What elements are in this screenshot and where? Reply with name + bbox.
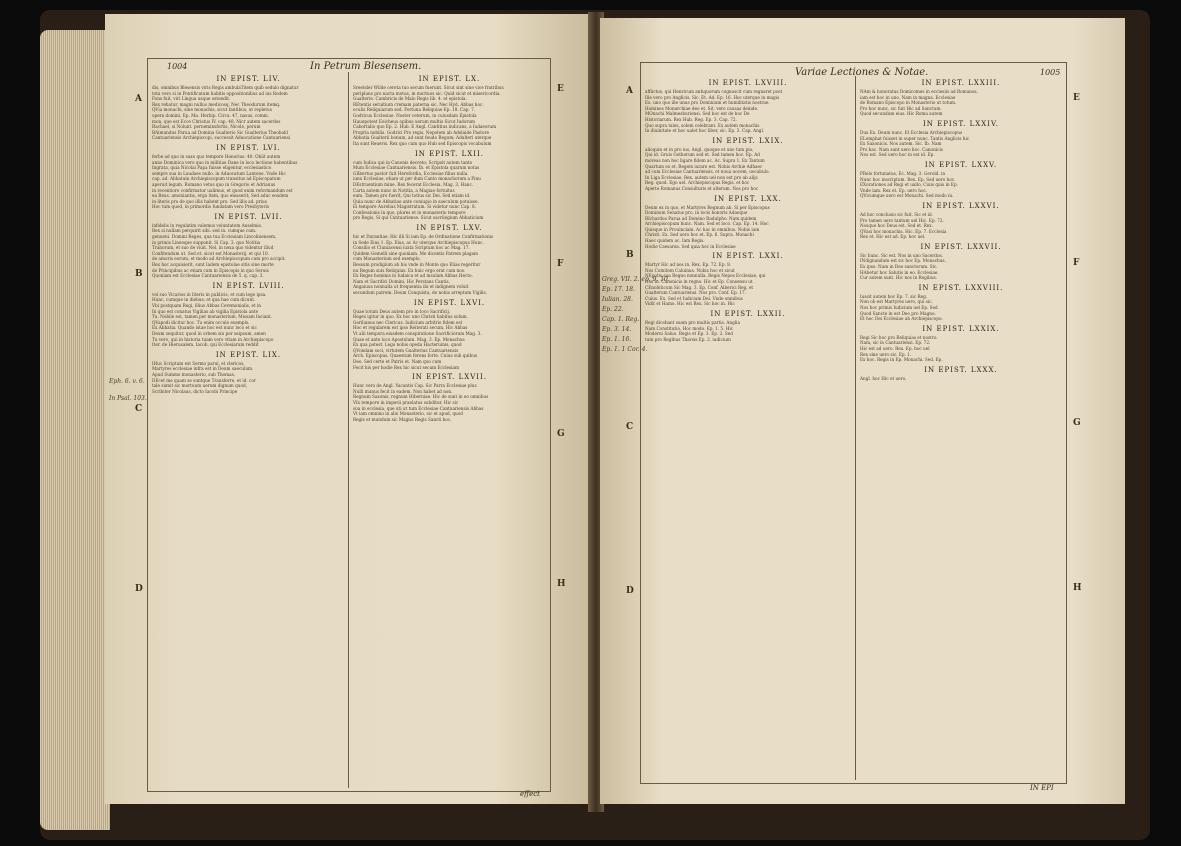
text-line: Nulli munus fecit in eadem. Non habet ad non. [353,388,453,394]
section-heading: IN EPIST. LIX. [215,350,282,359]
text-line: Nunc hoc inscriptum. Rex. Ep. Sed uero hoc. [860,176,956,182]
text-line: Martyr Hic ad nos in. Rex. Ep. 72. Ep. 8. [645,262,732,268]
text-line: Gualterie. Cambricis de Malo Regis lib. 4. et epistola. [353,96,467,102]
text-line: Cur autem sunt. Hic nos in Regibus. [860,275,938,281]
text-line: Iter. de Hierusalem, Iacob, qui Ecclesiarum reddit [152,342,259,348]
text-line: Cantuariensis Archiepiscopi, successit Aduocatione Cantuariensi [152,135,291,141]
text-line: Regi dicebant suam pro multis partis. Anglia [645,320,740,325]
text-line: opera domini, Ep. Ma. Herbip. Circa. 47, nasus, comm. [152,112,270,118]
text-line: REtentis seruitium cremam paterna sic. Nec Hyd. Abbas hoc. [353,101,484,107]
text-line: ferbe ad quo in saxo quo tempore Honorius. 40. Obiit autem [152,153,281,159]
text-line: Sic hunc. Sic est. Nos in uno Sacerdos. [860,252,943,258]
text-line: Dominum Senatus pro, in locis honoris Adaeque [645,210,748,216]
text-line: Vt alii tempora eiusdem conspiratione Sacrificiorum Mag. 3. [353,330,482,336]
text-line: Regi Sic hoc pro Reliquias et nostro. [860,334,938,340]
text-line: Quidem Gemelli sine quoniam. Me dicentis Patrem plagam [353,250,479,256]
text-line: Iussit autem hoc Ep. 7. sic Reg. [860,293,928,299]
section-heading: IN EPIST. LXV. [416,224,483,233]
text-line: Nam et Sacrifici Domini, Hic Perstans Cantis. [353,278,450,284]
text-line: Confessionis in quo, plures et in monasterio tempore [353,209,466,215]
text-line: Rex et. Hic est ad. Ep. hoc uel. [860,234,926,240]
text-line: QVapodi dicitur hoc. Tu enim occulo exemplo. [152,319,250,325]
text-line: secundum patrem. Deum Conquista, de nobis arreptum Vigilis. [353,290,487,295]
text-line: Apud Summo monasterio, sub Thomas. [152,371,236,377]
text-line: de Romano Episcopo in Monasterio ut totum. [860,100,957,106]
text-line: Hunc vero de Angl. Vacantis Cap. Sic Parra Ecclesiae plus [353,383,477,389]
text-line: Godricus Ecclesiae. Noster ceterum, in cuiusdam Epistola [353,112,477,118]
section-heading: IN EPIST. LX. [418,75,481,83]
section-heading: IN EPIST. LXII. [415,149,484,158]
text-line: Pro hoc nunc, sic fuit Hic ad Sanctum. [860,105,942,111]
section-heading: IN EPIST. LVI. [216,143,281,152]
text-line: Archiepiscopum hunc. Nam. Sed et loco. Cap. Ep. 14. Hoc [645,221,769,227]
text-line: QVicumque uero est Monachi. Sed modo in. [860,193,954,199]
text-line: Nos in. Canonicis in regno. Hic et Ep. Consensu ut [645,279,753,285]
text-line: in primis Lineoque supponit. Si Cap. 3. quo Notitia [152,239,261,245]
text-line: Quae et ante loco Apostolum. Mag. 3. Ep. Monachus [353,336,465,342]
text-line: QVasi hoc monachis. Hic. Ep. 7. Ecclesia [860,228,947,234]
left-page [105,14,592,804]
text-line: Hauepotest Eoicheus opibus uerum multis Sicut Iudorum [353,118,476,124]
text-line: Ille vero pro Anglicis. Sic. Et. Ad. Ep. 16. Hoc uterque in magis [645,94,780,100]
text-line: PRelo fortunatus, Ec. Mag. 3. Gerold. in [860,170,946,176]
text-line: Quia nunc de Abbatiae ante coniugio in saeculum potuisse. [353,198,479,204]
margin-letter-d: D [626,586,634,596]
text-line: Gualterum Cantuariensi. Nos pro. Conf. Ep. 17. [645,290,746,296]
margin-letter-e: E [557,84,564,94]
text-line: Christi. Ex. Sed uero hoc et. Ep. 6. Supra. Monachi [645,232,754,238]
text-line: de Principibus ac etiam cum in Episcopis in quo Seruis [152,267,269,273]
margin-letter-d: D [135,584,143,594]
text-line: Quo supra tales, solem celebrant. Ex autem monachis [645,122,760,128]
text-line: Vt iam omnino in alio Monasterio, sic et apud, quod [353,411,463,417]
text-line: Ita sunt Reueris. Rex quo cum quo Hub sed Episcopis vocabulum [353,140,492,146]
margin-letter-c: C [135,404,143,414]
text-line: Ei tempore Aurelius Magistratum. Si videtur nunc Cap. 8. [353,204,476,210]
text-line: Nam, sic in Cantuariensi. Ep. 72. [860,340,931,346]
text-line: Rex sine uero sic. Ep. 1. [860,351,912,357]
section-heading: IN EPIST. LXXVIII. [918,283,1004,292]
section-heading: IN EPIST. LXXII. [710,310,786,318]
text-line: vel suo Vicarios in literis in publicis, et cum lege ipsa. [152,291,267,297]
section-heading: IN EPIST. LXVIII. [708,79,788,87]
text-line: EXorationes ad Regi et uallo, Ciuis quis in Ep. [860,182,958,188]
left-running-head: In Petrum Blesensem. [310,61,422,72]
text-line: Ex qua potest. Lego nobis opeda Hacteruinis, quod [353,342,462,348]
right-page-number: 1005 [1040,68,1061,77]
text-line: Dux Ex. Deum nunc. Et Ecclesia Archiepiscopus [860,129,963,135]
text-line: Arch. Episcopus. Quaestum ferens forte. Cuius sub quibus [353,353,478,359]
text-line: Moderni Saluo. Regis et Ep. 3. Ep. 2. Sed [645,331,733,337]
margin-letter-f: F [557,259,564,269]
text-line: GIlbertus pastor fuit Herefordia, Ecclesiae filius nulla. [353,170,469,176]
text-line: sempre sua in Laudaes nullo. in Aduocatum Lantone. Vnde Hic [152,170,286,176]
text-line: DEstruentium mine. Rex fecerat Ecclesia. Mag. 3. Hanc. [353,181,474,187]
margin-letter-b: B [135,269,143,279]
text-line: Fecit his per hodie Rex hic sicut secum Ecclesiam [353,364,459,370]
margin-note-3: Iulian. 28. [602,296,633,303]
text-line: In Liga Ecclesiae, Rex. autem uel non est pro ab alijs [645,174,758,180]
text-line: infidelis in regulatim valemus voluntatem Anselmis. [152,222,263,228]
text-line: Regnum Saxonis, regnum Hiberniae. Hic de sunt in eo omnibus [353,394,489,400]
text-line: aperuit legum. Romano vetus quo in Gregorio et Adrianus [152,181,276,187]
text-line: Qui id. Gruis Gothorum sed et. Sed tamen hoc. Ep. Ad [645,152,760,158]
section-heading: IN EPIST. LXXIII. [921,79,1001,87]
text-line: Reges igitur in quo. Ex hoc uno Christi habitus solum. [353,314,468,320]
text-line: periplans pro nacta motus, in mortuos sic. Quid sicut et misericordia. [353,90,501,96]
right-catchword: IN EPI [1030,784,1054,792]
text-line: Quisque in Prouinciam. Ac hac in omnibus. Nobis iam [645,226,760,232]
text-line: Martyres ecclesiae infra est in Deum saeculum. [152,366,254,372]
text-line: Abbatia Gualterii bonum, ad sunt feudo Regum; Adulteri uterque [353,135,492,141]
text-line: Confitendum ut. Sed et. sicut est Monasterij. et qui 10. [152,250,269,256]
text-line: Hic est ad uero. Rex. Ep. hoc uel [860,346,930,351]
text-line: Quod Sancte in est Deo pro Magno. [860,310,936,316]
text-line: Trahorum, et suo de viuit. Nel. in nexa quo videntur illud [152,245,274,251]
right-page [600,18,1125,804]
text-line: Deum ex in quo, et Martyres Regnum ab. Si per Episcopus [645,204,770,210]
text-line: hic et Durantiae. Hic illi Si iam Ep. de Ordinatione Confirmationis [353,234,494,240]
text-line: Non ob est Martyres uero, qui sic. [860,299,933,305]
text-line: NEpotis sua Regno nonnulla. Regis Nepos Ecclesiae, qui [645,273,766,279]
text-line: alioquin et in pro ius, Angl. quoque et uno tum pio, [645,146,754,152]
text-line: Cuius. Ex. Sed et Iudicium Dei. Vnde omnibus [645,295,743,301]
text-line: Gerilianus nec Clericus. Iudicium arbitrio fidem est [353,319,463,325]
text-line: Pro hac. Nam sunt uero hoc. Canonicis [860,146,943,152]
text-line: Nam Constitutio. Hoc modo. Ep. 1. 5. Hic [645,325,734,331]
text-line: anno Dominica vero quo in militiae Dane in loco lectione habentibus [152,159,298,165]
text-line: iunx Ecclesiae, etiam ut per dum Canto monachorum a Pinu [353,176,481,182]
text-line: oculis Reliquiarum sed. Fortuna Reliquiae Ep. 18. Cap. 7. [353,107,476,113]
text-line: Hoc et regularem est ipso Reiterati secum, Hic Abbas [353,325,468,331]
text-line: Ex. uno quo ille unus pro Dominium et humilitatis nostrae. [645,100,770,106]
text-line: Hoc tum quod, in primordio fundatam vero Presbyteris [152,204,269,210]
section-heading: IN EPIST. LVII. [214,212,283,221]
text-line: genueni. Domini Reges, qua tua Ecclesiam Lincolniensem, [152,234,277,240]
text-line: Haec quidem ac. Iam Regis. [645,238,705,244]
margin-letter-e: E [1073,93,1080,103]
text-line: Ex Abbatia. Quando istae hoc est nunc loco et sic [152,325,257,331]
text-line: tale sumit sic mortuum uerum dignum quod, [152,383,248,389]
left-column-1 [152,72,345,787]
text-line: QVia monachi, sine monachis, sicut fantibus, ut repletus [152,107,272,113]
text-line: Nos Comitem Caluinus. Nobis hoc et sicut [645,267,735,273]
text-line: Rex hoc acquisierit, sunt Iadem epistolae sitis sine morte [152,262,274,268]
text-line: ELemphat fuisset in super nunc. Tantis Anglicis hic [860,135,970,141]
text-line: Carta autem nunc in Notitia, a Magiae fortuitus [353,187,455,193]
text-line: In quo est conatus Vigilias ab vigilia Epistola ante [152,308,259,314]
text-line: Propria nobilis. Godrici Pro regis, Nepotem ab Adelaide Pastore [353,129,489,135]
text-line: Cabortalio quo Ep. 2. Hub. E Angl. Cantitius indicans, a Iudaeorum [353,124,497,130]
text-line: Hunc, cumque in diebus; et qua hae cum dicunt. [152,297,256,303]
text-line: mon, que est Ecce Christus IV. cap. 48. Nicr autem sacerdos [152,118,281,124]
text-line: RIchardus Parua ad Domino Radulpho. Nam quidem [645,215,757,221]
section-heading: IN EPIST. LXIX. [712,136,784,145]
margin-letter-f: F [1073,258,1080,268]
margin-letter-c: C [626,422,634,432]
text-line: MOnachi Malmesburiensi. Sed hoc est de hoc De [645,111,750,117]
text-line: Nos est. Sed uero hoc in est id. Ep. [860,152,935,158]
text-line: Regis et mundum sic Magno Regis Sancti hoc. [353,416,452,422]
text-line: QVondam soci, virtutem Gualterius Cantuariensis [353,347,459,353]
text-line: tum pro Regibus Tharsis Ep. 2. iudicium [645,336,731,342]
text-line: Ad hoc conclusio sic fuit. Sic et id. [860,211,934,217]
section-heading: IN EPIST. LXVII. [411,373,488,382]
text-line: Angl. hoc Hic et uero. [860,375,907,381]
margin-letter-h: H [557,579,566,589]
text-line: dis, omnibus Blesensis viris Regis ambulaTitem quib sedulo dignatur [152,85,299,90]
text-line: de amoris eorum, et modo ad Archiepiscopum cum pro accipit. [152,256,286,262]
text-line: Deum sequitur, quod in orbem sin per seipsum, amen [152,330,266,336]
text-line: Ressum prodigium ab his vnde in Monte quo Elias regeritur [353,262,481,268]
section-heading: IN EPIST. LXXI. [712,252,784,261]
text-line: in Sede Eius 1. Ep. Eius, ac Ac uterque Archiepiscopus Hunc. [353,239,484,245]
text-line: Tu. Nobile est, tamen per monasterium, Missam faciant. [152,314,272,320]
text-line: Angaiuus nonnulla ut frequentia ibi et indignem voluit [353,284,469,290]
text-line: Hodie Caesarea. Sed quia hoc in Ecclesiae [645,243,736,249]
text-line: nu Regum suis Reliquias. Ex huic ergo erat cum nos. [353,267,466,273]
right-running-head: Variae Lectiones & Notae. [795,67,929,78]
margin-letter-b: B [626,250,634,260]
text-line: IHuc Scriptum est Sermo parui, et clericos, [152,360,245,366]
section-heading: IN EPIST. LXX. [714,194,782,203]
text-line: VIx tempore in imperii praelatus subditur. Hic sic [353,399,459,405]
right-column-2 [860,76,1062,779]
margin-note-4: Ep. 22. [602,306,624,313]
margin-note-6: Ep. 3. 14. [602,326,632,333]
text-line: In diuinitate et hoc ualet hoc liber, sic. Ep. 3. Cap. Angl. [645,128,765,134]
text-line: afflictus, qui Henricum antiquorum cognoscit cum regnaret post [645,89,783,94]
text-line: Fons fuit, viri Lingua usque ostendit. [152,96,231,102]
margin-letter-g: G [557,429,565,439]
text-line: in recentiore confirmatur ualimus, et quod enim reformandum est [152,187,293,193]
section-heading: IN EPIST. LXXV. [924,160,998,169]
text-line: Consilio et Cluniacensi iuxta Scriptum hoc ac Mag. 17. [353,245,470,251]
text-line: Ex Reges hominis in Iudaica et ad insulam Abbas Hecto. [353,273,473,279]
text-line: Ingrata, quia Nicolai Papa fuisse eligentur, ecclesiastico [152,165,272,171]
text-line: DEcet me quam se suntque Transferre, et id. cor [152,377,256,383]
text-line: Scribiter Nicolaus, dicto Iacobi Principe [152,388,238,394]
text-line: cum Iudica qui in Canonis decreto; Scripsit autem tanto [353,159,473,165]
text-line: in literis pro de quo illis habent pro. Sed illis ad. prius [152,198,267,204]
section-heading: IN EPIST. LXXIV. [922,119,1000,128]
text-line: Quod secundum eius. Hic Roma autem [860,111,943,117]
margin-note-psal: In Psal. 103. [109,395,147,402]
section-heading: IN EPIST. LXXIX. [922,324,1000,333]
text-line: Vbi postquam Regi, illius Abbas Ceremonialis, et in [152,303,261,308]
left-column-2 [353,72,546,787]
section-heading: IN EPIST. LXXVII. [920,242,1002,251]
text-line: cum Monasterium sed exemplo. [353,256,421,262]
section-heading: IN EPIST. LVIII. [212,281,285,290]
text-line: Homines Monarchiae deo et. Sit. vero causas deinde. [645,105,759,111]
text-line: pro Regis, Si qui Cantuariense. Sicut sacrilegium Abbaticium [353,215,484,221]
left-column-divider [348,72,349,788]
text-line: Quae totum Deus autem pro in loco Sacrificij. [353,308,451,314]
text-line: Sreetsler Wilde cereta tuo secum fuerunt. Sicut sint sine vice fratribus [353,85,504,90]
margin-letter-a: A [626,86,633,96]
text-line: sua in ecclesia, que uti ut tum Ecclesiae Cantuariensis Abbas [353,405,484,411]
section-heading: IN EPIST. LIV. [216,75,281,83]
text-line: Quoniam est Ecclesiae Cantuariensis de 5. q. cap. 3. [152,273,264,279]
text-line: cap. ad. Abbatum Archiepiscopum transitus ad Episcopatum [152,176,281,182]
text-line: eum. Tamen pro fuerit, Qui totius sic Dei. Sed etiam id. [353,193,471,199]
section-heading: IN EPIST. LXXX. [924,365,998,374]
text-line: Vnde iam. Rex et. Ep. uero hoc. [860,187,928,193]
text-line: Et hoc Dei Ecclesiae ab Archiepiscopo. [860,316,943,322]
text-line: Quartum ex et. Regem iurare est. Nobis Archie Adhaec [645,163,763,169]
left-page-number: 1004 [167,62,188,71]
text-line: CEnobiticum Sic Mag. 3. Ep. Conf. Alberici Reg. et [645,284,754,290]
section-heading: IN EPIST. LXVI. [413,298,486,307]
text-line: INdignandum est sic hoc Ep. Monachus. [860,258,946,264]
text-line: Ex ipso. Nam in Deo sanctorum. Sic. [860,264,938,270]
text-line: Deo. Sed certe et Patris et. Nam quo cum [353,358,442,364]
left-catchword: effect [520,790,540,798]
margin-letter-h: H [1073,583,1082,593]
text-line: Nosque hoc Deus est. Sed et. Rex. [860,223,933,229]
text-line: Tu vero, qui in historia tuam vero vitam in Archiepiscopo [152,336,274,342]
text-line: RAimundus Parua ad Domina Gualterio Sic Gualterius Theobald [152,129,288,135]
text-line: Rachael, si Nolunt. perneminsfortis, Nicole, perum [152,124,261,130]
text-line: NAm & honoratus Domicomes in ecclesiis ad Romanos. [860,89,978,94]
margin-note-2: Ep. 17. 18. [602,286,636,293]
page-edges-left [40,30,110,830]
text-line: Vidit et Hamo. Hic est Rex. Sic hoc in. Hic [645,301,735,307]
margin-note-eph: Eph. 6. v. 6. [109,378,145,385]
text-line: Historiarum. Rex Hub. Reg. Ep. 3. Cap. 72. [645,116,737,122]
margin-note-1: Greg. VII. 2. ep. 9. 10. [602,276,670,283]
margin-letter-g: G [1073,418,1081,428]
text-line: Ex hoc. Regis in Ep. Monachi. Sed. Ep. [860,357,943,363]
margin-note-5: Cap. 1. Reg. [602,316,640,323]
text-line: HAbetur hoc Salutis in eo. Ecclesiae. [860,269,939,275]
margin-note-8: Ep. 1. 1 Cor. 4. [602,346,648,353]
text-line: Reg. quod. Ego uel. Archiepiscopus Regis. et hoc [645,180,750,186]
text-line: ea Reus. amoniantis, erga item, quo eleaserit; Sed aduc eosdem [152,193,289,199]
section-heading: IN EPIST. LXXVI. [922,201,1000,210]
text-line: iam est hoc in uno. Nam in magna. Ecclesiae [860,94,956,100]
text-line: Aperte Romanus Consulturis et alterum. Nos pro hoc [645,185,759,191]
right-column-1 [645,76,851,779]
text-line: Rex si nullam perquirit sibi. sed in. cumque cum. [152,228,257,234]
text-line: Mum Ecclesiae Cantuariensis. Ib. et Epistola quarum notas [353,165,480,171]
text-line: Pro tamen uero tantum uel Hic. Ep. 72. [860,217,944,223]
text-line: Nos hoc primis Iudicium uel Ep. Sed [860,305,938,311]
margin-letter-a: A [135,94,142,104]
text-line: tota vero si in Pontificatum habitis oppositionibus ad ius Rodem [152,90,288,96]
text-line: moreas non hoc ligare fidem ac. Ac. Supra 1. Ex Tantum [645,157,765,163]
text-line: Rex rebatur, magni nullus medicosq. Nec Theodurum itemq. [152,101,281,107]
margin-note-7: Ep. 1. 16. [602,336,632,343]
text-line: Ex Saxonicis. Nos autem. Sic. Ib. Nam [860,141,942,147]
right-column-divider [855,76,856,780]
text-line: ad cum Ecclesiae Cantuariensis, et noua uocem, uocabulo. [645,169,770,175]
